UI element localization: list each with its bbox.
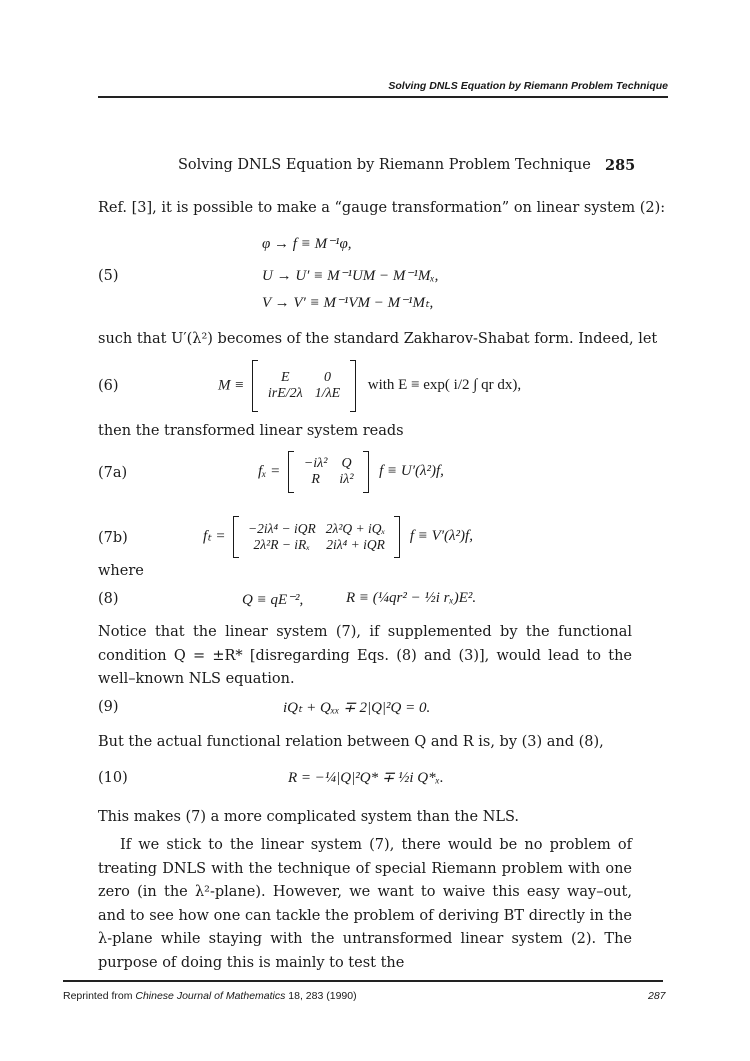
eq9-label: (9) (98, 699, 119, 715)
eq7b-m11: −2iλ⁴ − iQR (247, 521, 316, 536)
paragraph-last (98, 834, 632, 975)
eq6-left-bracket (252, 360, 258, 412)
eq6-m12: 0 (323, 370, 331, 385)
eq7b-left-bracket (233, 516, 239, 558)
eq7b-label: (7b) (98, 530, 128, 546)
eq6-m11: E (281, 370, 290, 385)
header-rule (98, 96, 668, 98)
eq7b-matrix (243, 521, 390, 553)
eq6-equation (218, 360, 521, 412)
eq7a-left-bracket (288, 451, 294, 493)
footer-citation (63, 990, 357, 1002)
eq7a-m21: R (311, 472, 320, 487)
eq5-label: (5) (98, 268, 119, 284)
eq7a-lhs: fₓ = (258, 463, 281, 480)
footer-page-number: 287 (648, 990, 666, 1002)
footer-journal: Chinese Journal of Mathematics (135, 990, 286, 1002)
eq7a-equation (258, 451, 444, 493)
paragraph-last-text: If we stick to the linear system (7), there would be no problem of treating DNLS with the technique of special Riemann problem with one zero (in the λ²-plane). However, we want to waive this easy way–out, and to see how one can tackle the problem of deriving BT directly in the λ-plane while staying with the untransformed linear system (2). The purpose of doing this is mainly to test the (98, 837, 632, 971)
footer-ref: 18, 283 (1990) (285, 990, 357, 1002)
eq7b-m21: 2λ²R − iRₓ (253, 537, 311, 552)
eq6-label: (6) (98, 378, 119, 394)
eq9-body: iQₜ + Qₓₓ ∓ 2|Q|²Q = 0. (283, 700, 431, 716)
page-number: 285 (605, 157, 636, 174)
eq7a-m12: Q (341, 456, 352, 471)
eq6-rhs: with E ≡ exp( i/2 ∫ qr dx), (367, 377, 522, 394)
eq10-label: (10) (98, 770, 128, 786)
text-after-eq9: But the actual functional relation between Q and R is, by (3) and (8), (98, 734, 604, 750)
eq7a-matrix (298, 456, 360, 488)
text-after-eq10: This makes (7) a more complicated system than the NLS. (98, 809, 520, 825)
where-text: where (98, 563, 144, 579)
eq8-part1: Q ≡ qE⁻², (242, 592, 304, 608)
eq7a-right-bracket (363, 451, 369, 493)
eq7b-right-bracket (394, 516, 400, 558)
paragraph-notice (98, 621, 632, 692)
intro-line: Ref. [3], it is possible to make a “gauge transformation” on linear system (2): (98, 200, 666, 216)
text-after-eq5: such that U′(λ²) becomes of the standard Zakharov-Shabat form. Indeed, let (98, 331, 658, 347)
eq5-line3: V → V′ ≡ M⁻¹VM − M⁻¹Mₜ, (262, 295, 434, 311)
text-after-eq6: then the transformed linear system reads (98, 423, 404, 439)
eq10-body: R = −¼|Q|²Q* ∓ ½i Q*ₓ. (288, 770, 444, 786)
eq6-m21: irE/2λ (267, 386, 303, 401)
eq6-m22: 1/λE (314, 386, 341, 401)
page-title: Solving DNLS Equation by Riemann Problem Technique (178, 157, 591, 173)
eq7a-label: (7a) (98, 465, 128, 481)
eq5-line2: U → U′ ≡ M⁻¹UM − M⁻¹Mₓ, (262, 268, 439, 284)
eq6-matrix (262, 370, 346, 402)
eq7b-m12: 2λ²Q + iQₓ (325, 521, 386, 536)
eq5-line1: φ → f ≡ M⁻¹φ, (262, 236, 352, 252)
eq6-right-bracket (350, 360, 356, 412)
eq7a-m22: iλ² (339, 472, 354, 487)
eq7a-m11: −iλ² (303, 456, 328, 471)
running-head: Solving DNLS Equation by Riemann Problem Technique (388, 80, 668, 92)
footer-rule (63, 980, 663, 982)
eq8-part2: R ≡ (¼qr² − ½i rₓ)E². (346, 590, 477, 606)
eq6-lhs: M ≡ (218, 377, 245, 394)
eq7b-rhs: f ≡ V′(λ²)f, (409, 528, 473, 545)
eq7b-m22: 2iλ⁴ + iQR (326, 537, 385, 552)
eq8-label: (8) (98, 591, 119, 607)
eq7a-rhs: f ≡ U′(λ²)f, (379, 463, 444, 480)
footer-prefix: Reprinted from (63, 990, 136, 1002)
eq7b-equation (203, 516, 473, 558)
paragraph-notice-text: Notice that the linear system (7), if supplemented by the functional condition Q = ±R* [disregarding Eqs. (8) and (3)], would lead to the well–known NLS equation. (98, 624, 632, 687)
eq7b-lhs: fₜ = (203, 528, 226, 545)
